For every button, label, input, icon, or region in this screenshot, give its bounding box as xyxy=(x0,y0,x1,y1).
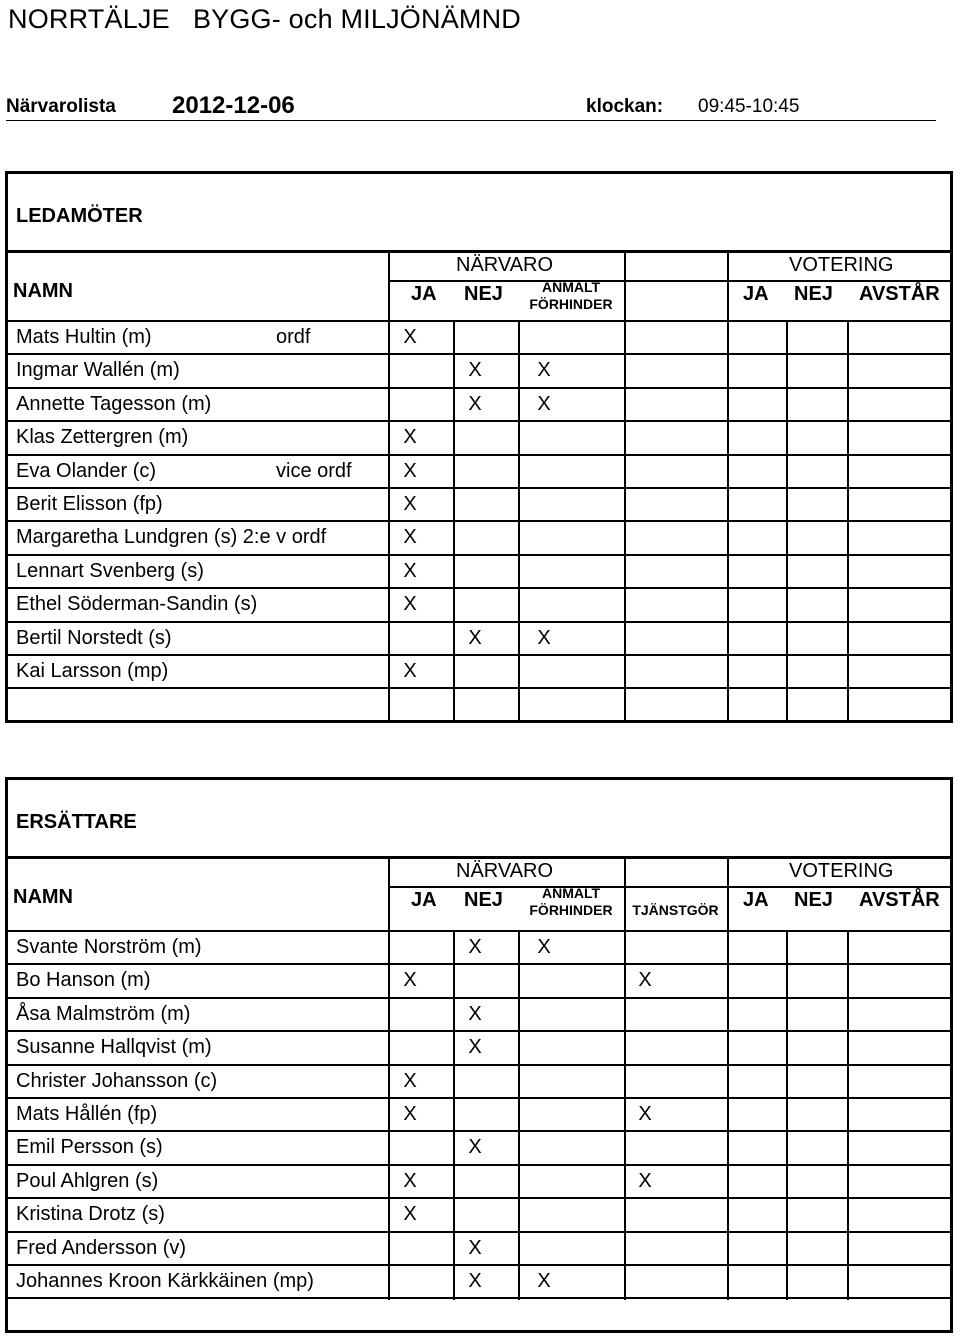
anmalt-label: ANMÄLT xyxy=(541,885,601,901)
col-vote-ja-header: JA xyxy=(743,283,769,305)
member-name: Mats Hultin (m) xyxy=(16,326,152,348)
member-name: Eva Olander (c) xyxy=(16,459,157,482)
member-name: Åsa Malmström (m) xyxy=(16,1002,191,1025)
ja-mark: X xyxy=(403,1203,417,1226)
ja-mark: X xyxy=(403,660,417,682)
ersattare-table xyxy=(5,777,953,1333)
tjanstgor-mark: X xyxy=(638,1103,652,1125)
tjanstgor-mark: X xyxy=(638,969,652,992)
forhinder-mark: X xyxy=(537,936,551,958)
tjanstgor-mark: X xyxy=(638,1169,652,1192)
col-avstar-header: AVSTÅR xyxy=(859,889,940,911)
document-title: NORRTÄLJE BYGG- och MILJÖNÄMND xyxy=(8,4,521,34)
nej-mark: X xyxy=(468,1270,482,1292)
col-votering-header: VOTERING xyxy=(789,860,894,882)
nej-mark: X xyxy=(468,936,482,958)
member-name: Ingmar Wallén (m) xyxy=(16,359,180,382)
ja-mark: X xyxy=(403,526,417,549)
ja-mark: X xyxy=(403,1169,417,1192)
meeting-time: 09:45-10:45 xyxy=(698,96,800,117)
session-info xyxy=(6,92,936,121)
ja-mark: X xyxy=(403,493,417,515)
member-name: Fred Andersson (v) xyxy=(16,1236,187,1259)
member-name: Mats Hållén (fp) xyxy=(16,1103,158,1125)
ja-mark: X xyxy=(403,326,417,348)
ja-mark: X xyxy=(403,1069,417,1092)
anmalt-label: ANMÄLT xyxy=(541,279,601,295)
col-ja-header: JA xyxy=(411,889,437,911)
klockan-label: klockan: xyxy=(586,96,664,117)
ja-mark: X xyxy=(403,593,417,616)
member-name: Johannes Kroon Kärkkäinen (mp) xyxy=(16,1270,314,1292)
forhinder-mark: X xyxy=(537,1270,551,1292)
member-name: Lennart Svenberg (s) xyxy=(16,559,204,582)
ja-mark: X xyxy=(403,1103,417,1125)
forhinder-mark: X xyxy=(537,626,551,649)
col-nej-header: NEJ xyxy=(464,283,503,305)
member-name: Christer Johansson (c) xyxy=(16,1069,218,1092)
ja-mark: X xyxy=(403,426,417,449)
col-namn-header: NAMN xyxy=(13,886,73,908)
meeting-date: 2012-12-06 xyxy=(172,92,295,119)
member-name: Ethel Söderman-Sandin (s) xyxy=(16,593,258,616)
forhinder-mark: X xyxy=(537,359,551,382)
col-vote-ja-header: JA xyxy=(743,889,769,911)
ersattare-title: ERSÄTTARE xyxy=(16,811,137,833)
nej-mark: X xyxy=(468,359,482,382)
narvarolista-label: Närvarolista xyxy=(6,96,116,117)
col-tjanstgor-header: TJÄNSTGÖR xyxy=(632,902,719,918)
member-name: Poul Ahlgren (s) xyxy=(16,1169,159,1192)
member-role: vice ordf xyxy=(276,459,352,482)
forhinder-mark: X xyxy=(537,392,551,415)
member-name: Annette Tagesson (m) xyxy=(16,392,212,415)
member-name: Svante Norström (m) xyxy=(16,936,202,958)
member-name: Bertil Norstedt (s) xyxy=(16,626,172,649)
nej-mark: X xyxy=(468,392,482,415)
col-anmalt-header xyxy=(518,279,624,313)
member-name: Susanne Hallqvist (m) xyxy=(16,1036,212,1059)
col-narvaro-header: NÄRVARO xyxy=(456,254,554,276)
member-name: Klas Zettergren (m) xyxy=(16,426,189,449)
member-name: Bo Hanson (m) xyxy=(16,969,151,992)
member-name: Kristina Drotz (s) xyxy=(16,1203,165,1226)
nej-mark: X xyxy=(468,1236,482,1259)
col-nej-header: NEJ xyxy=(464,889,503,911)
nej-mark: X xyxy=(468,626,482,649)
col-ja-header: JA xyxy=(411,283,437,305)
col-narvaro-header: NÄRVARO xyxy=(456,860,554,882)
member-name: Kai Larsson (mp) xyxy=(16,660,169,682)
col-avstar-header: AVSTÅR xyxy=(859,283,940,305)
member-name: Berit Elisson (fp) xyxy=(16,493,163,515)
col-vote-nej-header: NEJ xyxy=(794,283,833,305)
ledamoter-table xyxy=(5,171,953,723)
ja-mark: X xyxy=(403,559,417,582)
member-role: ordf xyxy=(276,326,311,348)
member-name: Emil Persson (s) xyxy=(16,1136,163,1159)
nej-mark: X xyxy=(468,1002,482,1025)
col-vote-nej-header: NEJ xyxy=(794,889,833,911)
col-votering-header: VOTERING xyxy=(789,254,894,276)
ja-mark: X xyxy=(403,459,417,482)
nej-mark: X xyxy=(468,1036,482,1059)
ledamoter-title: LEDAMÖTER xyxy=(16,205,143,227)
member-name: Margaretha Lundgren (s) 2:e v ordf xyxy=(16,526,327,549)
ja-mark: X xyxy=(403,969,417,992)
forhinder-label: FÖRHINDER xyxy=(529,296,613,312)
col-namn-header: NAMN xyxy=(13,280,73,302)
col-anmalt-header xyxy=(518,885,624,919)
nej-mark: X xyxy=(468,1136,482,1159)
forhinder-label: FÖRHINDER xyxy=(529,902,613,918)
